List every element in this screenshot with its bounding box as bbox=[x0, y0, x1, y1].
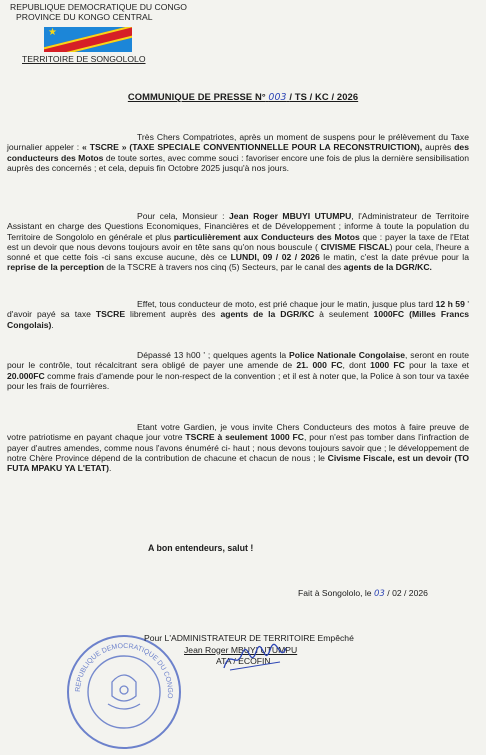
press-release-title bbox=[0, 91, 486, 103]
text-run: ' d'avoir payé sa taxe bbox=[7, 299, 469, 320]
text-run: Très Chers Compatriotes, après un moment de suspens pour le prélèvement du Taxe journalier appeler : bbox=[7, 132, 469, 153]
text-run: le matin, c'est la date prévue pour la bbox=[319, 252, 469, 263]
text-run: Etant votre Gardien, je vous invite Chers Conducteurs des motos à faire preuve de votre patriotisme en payant chaque jour votre bbox=[7, 422, 469, 443]
title-prefix: COMMUNIQUE DE PRESSE N° bbox=[127, 91, 266, 102]
text-run: ) pour cela, l'heure a sonné et que cette fois -ci sans excuse aucune, dès ce bbox=[7, 241, 469, 263]
text-run: agents de la DGR/KC. bbox=[343, 262, 432, 273]
text-run: particulièrement aux Conducteurs des Motos bbox=[173, 231, 360, 242]
paragraph-appeal bbox=[7, 422, 469, 473]
place-and-date bbox=[298, 588, 428, 599]
text-run: . bbox=[51, 319, 54, 330]
paragraph-intro bbox=[7, 132, 469, 173]
text-run: de toute sortes, avec comme souci : favoriser encore une fois de plus la dernière sensibilisation auprès des concernés ; et cela, depuis fin Octobre 2025 jusqu'à nos jours. bbox=[7, 152, 469, 173]
text-run: CIVISME FISCAL bbox=[320, 241, 390, 252]
text-run: 12 h 59 bbox=[435, 299, 465, 309]
coat-of-arms-icon bbox=[108, 675, 140, 709]
release-number: 003 bbox=[268, 92, 287, 103]
signatory-name: Jean Roger MBUYI UTUMPU bbox=[184, 644, 298, 655]
text-run: « TSCRE » (TAXE SPECIALE CONVENTIONNELLE POUR LA RECONSTRUICTION), bbox=[82, 142, 423, 153]
text-run: TSCRE bbox=[95, 309, 126, 320]
text-run: reprise de la perception bbox=[7, 262, 104, 273]
signatory-role: ATA / ECOFIN bbox=[216, 656, 271, 667]
place-prefix: Fait à Songololo, le bbox=[298, 588, 372, 598]
text-run: auprès bbox=[422, 142, 455, 153]
text-run: Police Nationale Congolaise bbox=[289, 350, 406, 360]
date-suffix: / 02 / 2026 bbox=[387, 588, 428, 598]
handwritten-signature bbox=[220, 640, 290, 680]
text-run: librement auprès des bbox=[125, 309, 221, 320]
text-run: que : payer la taxe de l'Etat est un devoir que nous devons toujours avoir en tête sans qu'on nous bouscule ( bbox=[7, 231, 469, 252]
text-run: Civisme Fiscale, est un devoir (TO FUTA MPAKU YA L'ETAT) bbox=[7, 452, 470, 474]
text-run: Effet, tous conducteur de moto, est prié chaque jour le matin, jusque plus tard bbox=[137, 299, 436, 309]
text-run: de la TSCRE à travers nos cinq (5) Secteurs, par le canal des bbox=[103, 262, 344, 273]
province-name: PROVINCE DU KONGO CENTRAL bbox=[16, 12, 153, 23]
text-run: TSCRE à seulement 1000 FC bbox=[185, 432, 305, 443]
text-run: des conducteurs des Motos bbox=[7, 142, 469, 163]
text-run: Pour cela, Monsieur : bbox=[137, 211, 230, 221]
text-run: Jean Roger MBUYI UTUMPU bbox=[229, 211, 352, 221]
text-run: 21. 000 FC bbox=[296, 360, 343, 371]
country-name: REPUBLIQUE DEMOCRATIQUE DU CONGO bbox=[10, 2, 187, 12]
letterhead bbox=[10, 2, 187, 22]
text-run: , l'Administrateur de Territoire Assistant en charge des Questions Economiques, Financières et de Développement ; informe à toute la population du Territoire de Songololo en générale et plus bbox=[7, 211, 470, 242]
handwritten-day: 03 bbox=[373, 589, 385, 599]
text-run: Dépassé 13 h00 ' ; quelques agents la bbox=[137, 350, 290, 360]
paragraph-announcement bbox=[7, 211, 469, 273]
text-run: 20.000FC bbox=[7, 370, 45, 381]
text-run: agents de la DGR/KC bbox=[220, 309, 315, 320]
text-run: à seulement bbox=[314, 309, 374, 320]
stamp-text: REPUBLIQUE DEMOCRATIQUE DU CONGO bbox=[74, 642, 174, 699]
text-run: , dont bbox=[342, 360, 371, 371]
drc-flag-icon: ★ bbox=[44, 27, 132, 52]
text-run: 1000FC (Milles Francs Congolais) bbox=[7, 309, 469, 330]
text-run: , seront en route pour le contrôle, tout récalcitrant sera obligé de payer une amende de bbox=[7, 350, 469, 371]
paragraph-payment bbox=[7, 299, 469, 330]
territory-name: TERRITOIRE DE SONGOLOLO bbox=[22, 54, 146, 64]
text-run: pour la taxe et bbox=[404, 360, 470, 371]
signatory-title: Pour L'ADMINISTRATEUR DE TERRITOIRE Empêché bbox=[144, 633, 354, 643]
text-run: 1000 FC bbox=[370, 360, 405, 371]
text-run: comme frais d'amende pour le non-respect de la convention ; et il est à noter que, la Police à son tour va taxée pour les frais de fourrières. bbox=[7, 370, 469, 391]
text-run: , pour n'est pas tomber dans l'infraction de payer d'autres amendes, comme nous l'avons énuméré ci- haut ; nous devons toujours savoir que ; le développement de notre Chère Province dépend de la contribution de chacune et chacun de nous ; le bbox=[7, 432, 469, 463]
closing-salutation: A bon entendeurs, salut ! bbox=[148, 543, 254, 553]
title-suffix: / TS / KC / 2026 bbox=[289, 91, 359, 102]
text-run: . bbox=[108, 463, 112, 474]
text-run: LUNDI, 09 / 02 / 2026 bbox=[230, 252, 320, 263]
paragraph-penalty bbox=[7, 350, 469, 391]
